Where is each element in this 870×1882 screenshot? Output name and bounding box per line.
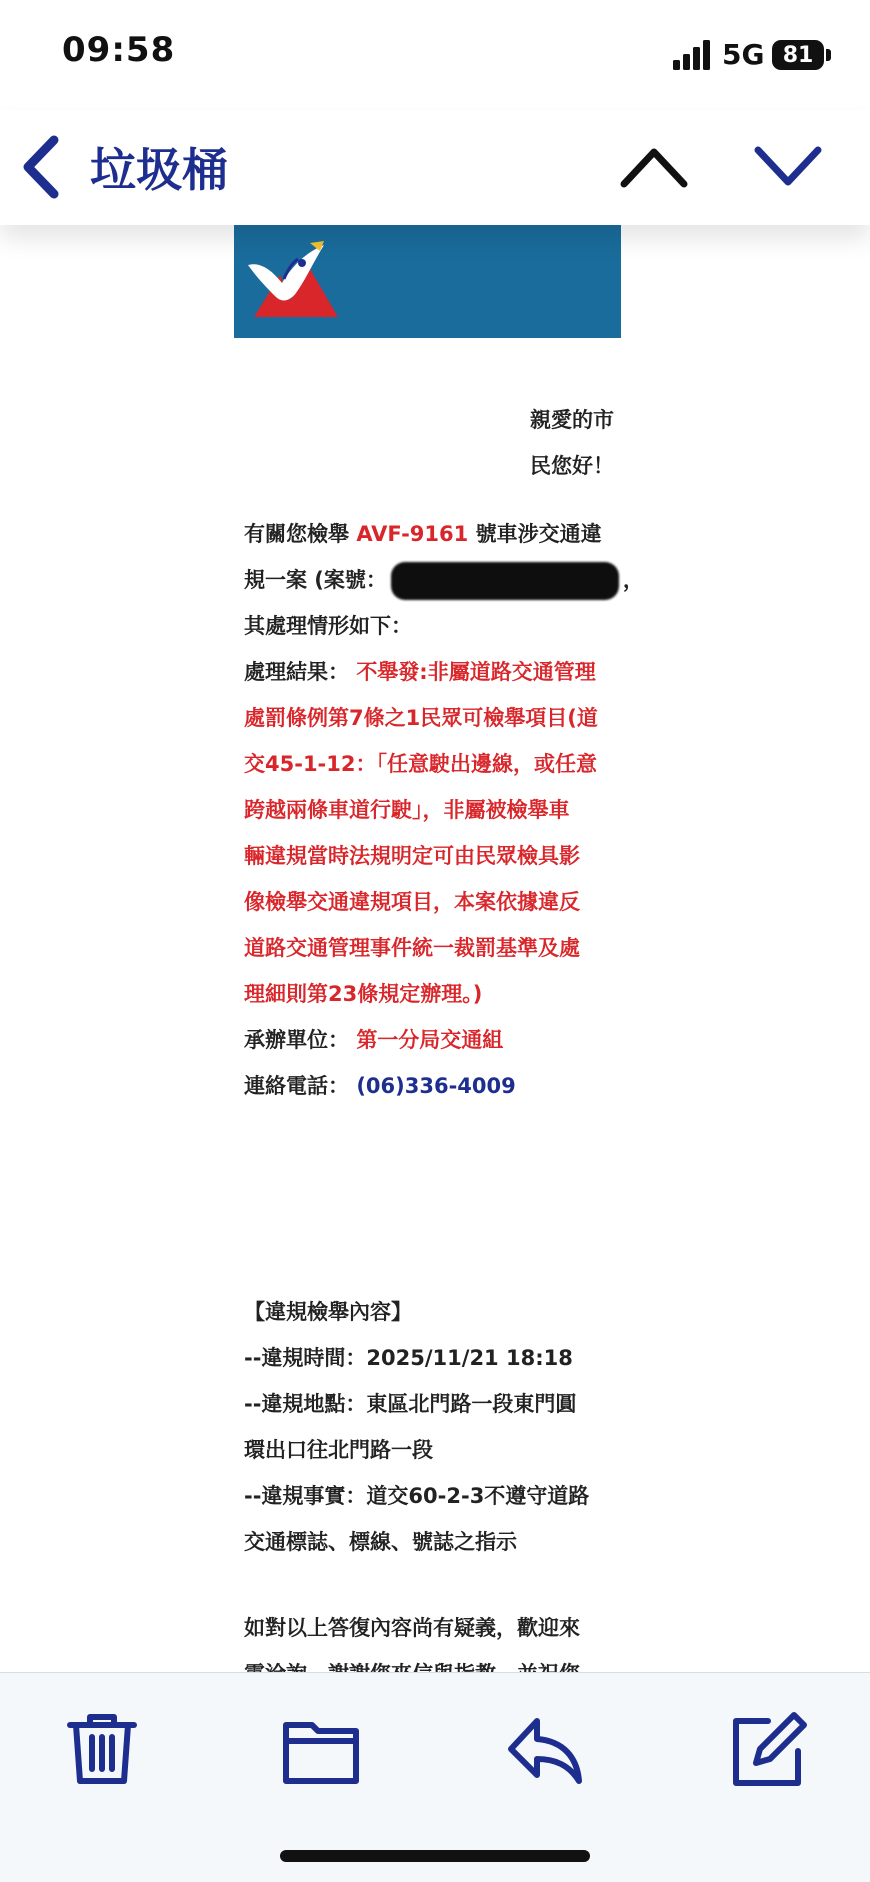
detail-line: --違規地點：東區北門路一段東門圓: [244, 1392, 577, 1416]
police-logo-icon: [240, 239, 340, 331]
battery-tip: [826, 49, 831, 61]
home-indicator[interactable]: [280, 1850, 590, 1862]
detail-line: --違規時間：2025/11/21 18:18: [244, 1346, 573, 1370]
back-label-trash: 垃圾桶: [90, 143, 228, 197]
redacted-case-number: [391, 562, 619, 600]
result-text: 處罰條例第7條之1民眾可檢舉項目(道: [244, 706, 598, 730]
cellular-signal-icon: [673, 40, 713, 70]
phone-label: 連絡電話：: [244, 1074, 349, 1098]
result-block: [244, 649, 644, 1109]
phone-link[interactable]: (06)336-4009: [356, 1074, 516, 1098]
case-number-label: 規一案 (案號：: [244, 568, 387, 592]
greeting: [530, 397, 630, 489]
result-text: 道路交通管理事件統一裁罰基準及處: [244, 936, 580, 960]
chevron-left-icon: [18, 134, 62, 200]
section-title: 【違規檢舉內容】: [244, 1300, 412, 1324]
greeting-line: 親愛的市: [530, 408, 614, 432]
result-text: 不舉發:非屬道路交通管理: [356, 660, 596, 684]
back-button[interactable]: [18, 130, 258, 204]
intro-suffix: 號車涉交通違: [475, 522, 602, 546]
violation-details: [244, 1289, 644, 1565]
previous-message-button[interactable]: [618, 140, 690, 192]
network-type: 5G: [722, 38, 765, 71]
closing-line: 如對以上答復內容尚有疑義，歡迎來: [244, 1616, 580, 1640]
email-header-banner: [234, 225, 621, 338]
result-line: [244, 649, 644, 695]
greeting-line: 民您好！: [530, 454, 614, 478]
trash-icon[interactable]: [62, 1709, 142, 1789]
comma: ，: [622, 568, 644, 592]
unit-line: [244, 1017, 644, 1063]
result-label: 處理結果：: [244, 660, 349, 684]
intro-line-2: [244, 557, 644, 603]
compose-icon[interactable]: [728, 1709, 808, 1789]
unit-value: 第一分局交通組: [356, 1028, 504, 1052]
mail-nav-bar: [0, 110, 870, 225]
result-text: 理細則第23條規定辦理。): [244, 982, 483, 1006]
result-text: 跨越兩條車道行駛」，非屬被檢舉車: [244, 798, 570, 822]
result-text: 像檢舉交通違規項目，本案依據違反: [244, 890, 580, 914]
unit-label: 承辦單位：: [244, 1028, 349, 1052]
status-bar: [0, 0, 870, 110]
license-plate: AVF-9161: [356, 522, 469, 546]
phone-line: [244, 1063, 644, 1109]
intro-paragraph: [244, 511, 644, 649]
folder-icon[interactable]: [282, 1709, 362, 1789]
intro-line-1: [244, 511, 644, 557]
result-text: 輛違規當時法規明定可由民眾檢具影: [244, 844, 580, 868]
email-body[interactable]: [0, 225, 870, 1672]
result-text: 交45-1-12：「任意駛出邊線，或任意: [244, 752, 597, 776]
battery-level: 81: [782, 42, 814, 68]
battery-icon: [772, 40, 824, 70]
detail-line: 交通標誌、標線、號誌之指示: [244, 1530, 517, 1554]
intro-prefix: 有關您檢舉: [244, 522, 349, 546]
status-time: 09:58: [62, 30, 176, 70]
reply-icon[interactable]: [505, 1709, 585, 1789]
intro-line-3: 其處理情形如下：: [244, 614, 412, 638]
detail-line: --違規事實：道交60-2-3不遵守道路: [244, 1484, 590, 1508]
next-message-button[interactable]: [752, 140, 824, 192]
detail-line: 環出口往北門路一段: [244, 1438, 433, 1462]
